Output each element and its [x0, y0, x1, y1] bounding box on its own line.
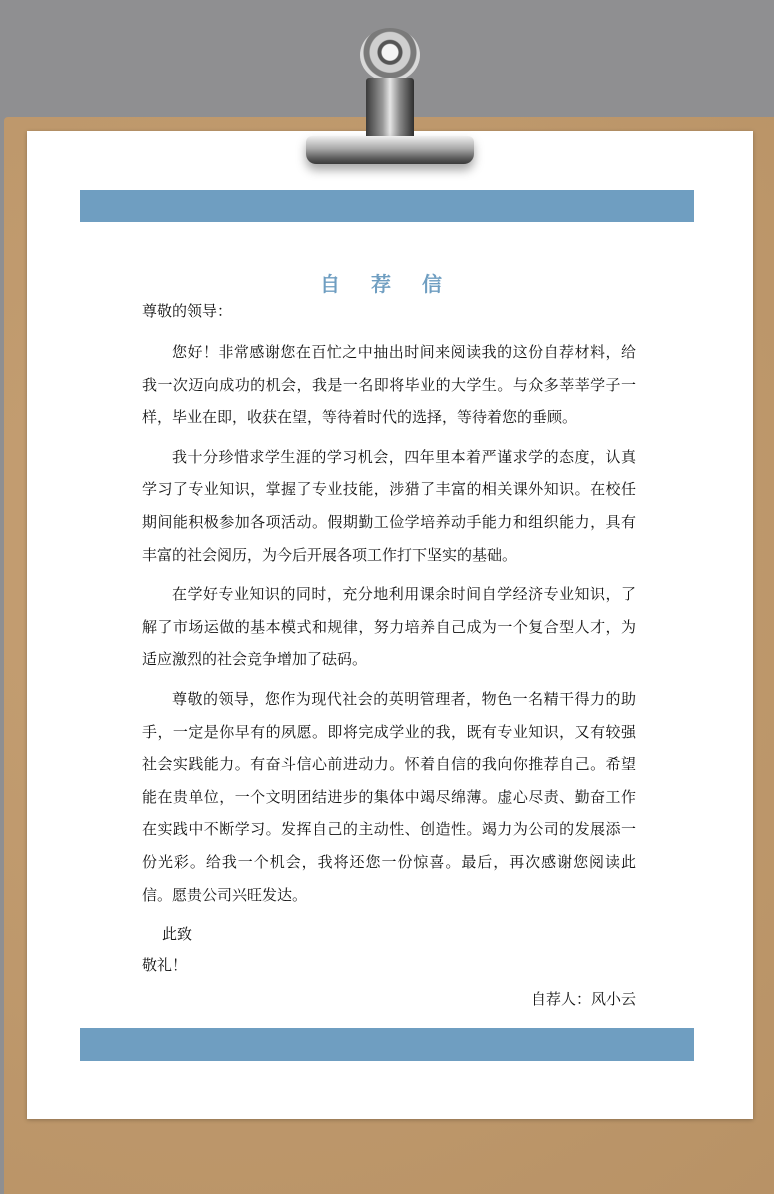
closing-salute: 敬礼！	[142, 956, 188, 975]
letter-title: 自 荐 信	[320, 272, 454, 296]
binder-clip-icon	[298, 28, 480, 178]
header-band	[80, 190, 694, 222]
paragraph: 尊敬的领导，您作为现代社会的英明管理者，物色一名精干得力的助手，一定是你早有的夙愿。即将完成学业的我，既有专业知识，又有较强社会实践能力。有奋斗信心前进动力。怀着自信的我向你推荐自己。希望能在贵单位，一个文明团结进步的集体中竭尽绵薄。虚心尽责、勤奋工作在实践中不断学习。发挥自己的主动性、创造性。竭力为公司的发展添一份光彩。给我一个机会，我将还您一份惊喜。最后，再次感谢您阅读此信。愿贵公司兴旺发达。	[142, 689, 636, 904]
paragraph: 在学好专业知识的同时，充分地利用课余时间自学经济专业知识，了解了市场运做的基本模式和规律，努力培养自己成为一个复合型人才，为适应激烈的社会竞争增加了砝码。	[142, 585, 636, 669]
salutation: 尊敬的领导：	[142, 302, 233, 320]
signature: 自荐人：风小云	[530, 990, 636, 1009]
paragraph: 我十分珍惜求学生涯的学习机会，四年里本着严谨求学的态度，认真学习了专业知识，掌握了专业技能，涉猎了丰富的相关课外知识。在校任期间能积极参加各项活动。假期勤工俭学培养动手能力和组织能力，具有丰富的社会阅历，为今后开展各项工作打下坚实的基础。	[142, 447, 636, 564]
letter-body	[142, 298, 636, 1012]
paragraph: 您好！非常感谢您在百忙之中抽出时间来阅读我的这份自荐材料，给我一次迈向成功的机会，我是一名即将毕业的大学生。与众多莘莘学子一样，毕业在即，收获在望，等待着时代的选择，等待着您的垂顾。	[142, 343, 636, 427]
closing-greeting: 此致	[162, 925, 193, 944]
footer-band	[80, 1028, 694, 1061]
